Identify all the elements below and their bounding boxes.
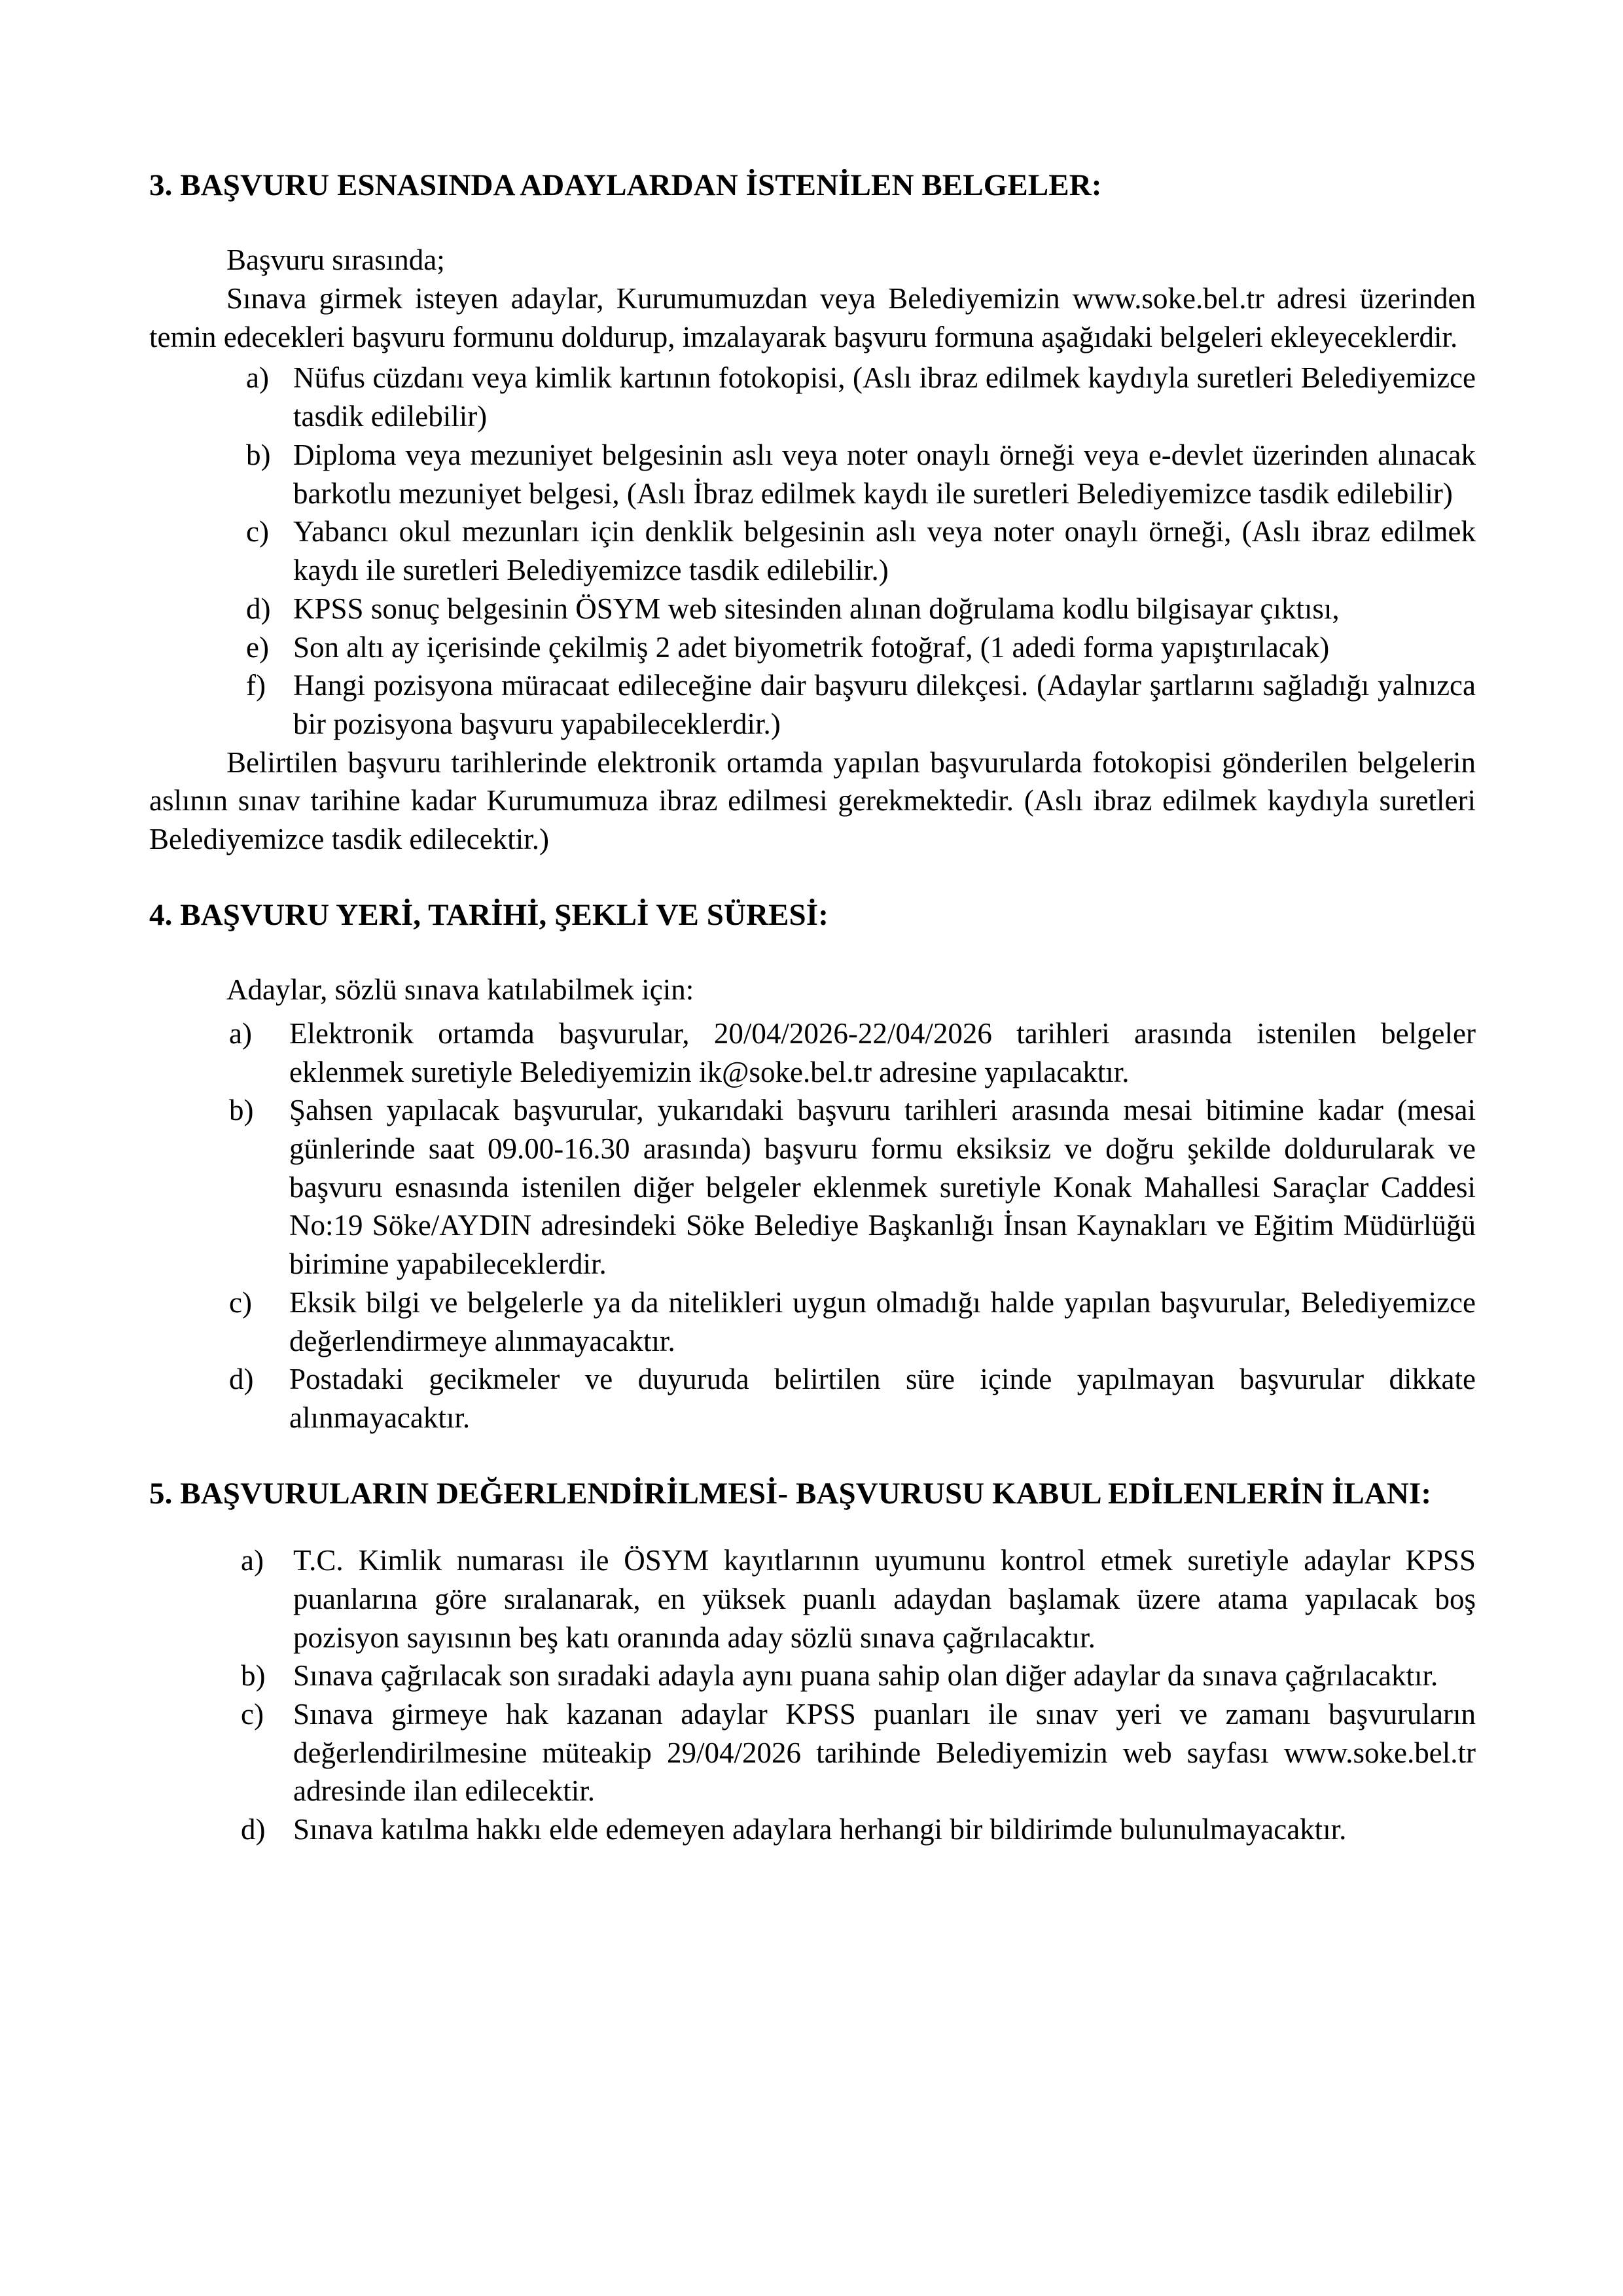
list-item-marker: f) — [246, 669, 266, 702]
list-item-marker: d) — [241, 1813, 266, 1846]
section-3-intro-line-2: Sınava girmek isteyen adaylar, Kurumumuzdan veya Belediyemizin www.soke.bel.tr adresi üzerinden temin edecekleri başvuru formunu doldurup, imzalayarak başvuru formuna aşağıdaki belgeleri ekleyeceklerdir. — [149, 282, 1476, 353]
list-item-text: Sınava çağrılacak son sıradaki adayla aynı puana sahip olan diğer adaylar da sınava çağrılacaktır. — [293, 1659, 1438, 1693]
list-item-text: KPSS sonuç belgesinin ÖSYM web sitesinden alınan doğrulama kodlu bilgisayar çıktısı, — [293, 592, 1340, 625]
list-item — [229, 1360, 1476, 1437]
section-5-heading: 5. BAŞVURULARIN DEĞERLENDİRİLMESİ- BAŞVURUSU KABUL EDİLENLERİN İLANI: — [149, 1476, 1432, 1511]
list-item-text: T.C. Kimlik numarası ile ÖSYM kayıtlarının uyumunu kontrol etmek suretiyle adaylar KPSS puanlarına göre sıralanarak, en yüksek puanlı adaydan başlamak üzere atama yapılacak boş pozisyon sayısının beş katı oranında aday sözlü sınava çağrılacaktır. — [293, 1544, 1476, 1654]
list-item — [229, 1091, 1476, 1283]
list-item-text: Postadaki gecikmeler ve duyuruda belirtilen süre içinde yapılmayan başvurular dikkate alınmayacaktır. — [289, 1363, 1476, 1435]
section-5-item-list — [149, 1541, 1476, 1849]
document-body — [149, 167, 1476, 1849]
list-item-marker: a) — [246, 361, 269, 395]
list-item — [241, 1810, 1476, 1849]
list-item-marker: c) — [246, 515, 269, 548]
list-item-text: Diploma veya mezuniyet belgesinin aslı veya noter onaylı örneği veya e-devlet üzerinden alınacak barkotlu mezuniyet belgesi, (Aslı İbraz edilmek kaydı ile suretleri Belediyemizce tasdik edilebilir) — [293, 438, 1476, 510]
list-item-marker: d) — [246, 592, 271, 625]
list-item-text: Eksik bilgi ve belgelerle ya da nitelikleri uygun olmadığı halde yapılan başvurular, Belediyemizce değerlendirmeye alınmayacaktır. — [289, 1285, 1476, 1357]
section-3-heading: 3. BAŞVURU ESNASINDA ADAYLARDAN İSTENİLEN BELGELER: — [149, 168, 1102, 202]
list-item-text: Elektronik ortamda başvurular, 20/04/2026-22/04/2026 tarihleri arasında istenilen belgeler eklenmek suretiyle Belediyemizin ik@soke.bel.tr adresine yapılacaktır. — [289, 1016, 1476, 1088]
list-item-marker: a) — [229, 1016, 252, 1050]
section-4-intro-line-1: Adaylar, sözlü sınava katılabilmek için: — [226, 973, 694, 1007]
section-3-closing-paragraph: Belirtilen başvuru tarihlerinde elektronik ortamda yapılan başvurularda fotokopisi gönderilen belgelerin aslının sınav tarihine kadar Kurumumuza ibraz edilmesi gerekmektedir. (Aslı ibraz edilmek kaydıyla suretleri Belediyemizce tasdik edilecektir.) — [149, 745, 1476, 856]
list-item-marker: b) — [241, 1659, 266, 1693]
list-item — [229, 1014, 1476, 1091]
section-4-heading: 4. BAŞVURU YERİ, TARİHİ, ŞEKLİ VE SÜRESİ: — [149, 897, 829, 932]
list-item — [229, 1283, 1476, 1360]
section-3-item-list — [149, 359, 1476, 743]
list-item-marker: c) — [241, 1697, 264, 1731]
list-item — [246, 436, 1476, 512]
list-item-marker: d) — [229, 1363, 254, 1396]
list-item-marker: c) — [229, 1285, 252, 1319]
list-item-text: Yabancı okul mezunları için denklik belgesinin aslı veya noter onaylı örneği, (Aslı ibraz edilmek kaydı ile suretleri Belediyemizce tasdik edilebilir.) — [293, 515, 1476, 587]
list-item-text: Son altı ay içerisinde çekilmiş 2 adet biyometrik fotoğraf, (1 adedi forma yapıştırılacak) — [293, 630, 1330, 664]
list-item — [246, 590, 1476, 628]
list-item-text: Sınava katılma hakkı elde edemeyen adaylara herhangi bir bildirimde bulunulmayacaktır. — [293, 1813, 1347, 1846]
list-item — [241, 1541, 1476, 1657]
list-item-marker: a) — [241, 1544, 264, 1577]
list-item-marker: e) — [246, 630, 269, 664]
list-item — [246, 359, 1476, 435]
list-item-text: Sınava girmeye hak kazanan adaylar KPSS puanları ile sınav yeri ve zamanı başvuruların değerlendirilmesine müteakip 29/04/2026 tarihinde Belediyemizin web sayfası www.soke.bel.tr adresinde ilan edilecektir. — [293, 1697, 1476, 1808]
list-item — [246, 666, 1476, 743]
list-item-marker: b) — [229, 1094, 254, 1127]
list-item-text: Nüfus cüzdanı veya kimlik kartının fotokopisi, (Aslı ibraz edilmek kaydıyla suretleri Belediyemizce tasdik edilebilir) — [293, 361, 1476, 433]
list-item — [246, 512, 1476, 589]
list-item — [246, 628, 1476, 667]
section-3-intro-line-1: Başvuru sırasında; — [226, 243, 445, 277]
list-item — [241, 1657, 1476, 1695]
section-4-item-list — [149, 1014, 1476, 1437]
list-item-text: Şahsen yapılacak başvurular, yukarıdaki başvuru tarihleri arasında mesai bitimine kadar (mesai günlerinde saat 09.00-16.30 arasında) başvuru formu eksiksiz ve doğru şekilde doldurularak ve başvuru esnasında istenilen diğer belgeler eklenmek suretiyle Konak Mahallesi Saraçlar Caddesi No:19 Söke/AYDIN adresindeki Söke Belediye Başkanlığı İnsan Kaynakları ve Eğitim Müdürlüğü birimine yapabileceklerdir. — [289, 1094, 1476, 1281]
list-item-marker: b) — [246, 438, 271, 471]
list-item — [241, 1695, 1476, 1810]
list-item-text: Hangi pozisyona müracaat edileceğine dair başvuru dilekçesi. (Adaylar şartlarını sağladığı yalnızca bir pozisyona başvuru yapabileceklerdir.) — [293, 669, 1476, 740]
